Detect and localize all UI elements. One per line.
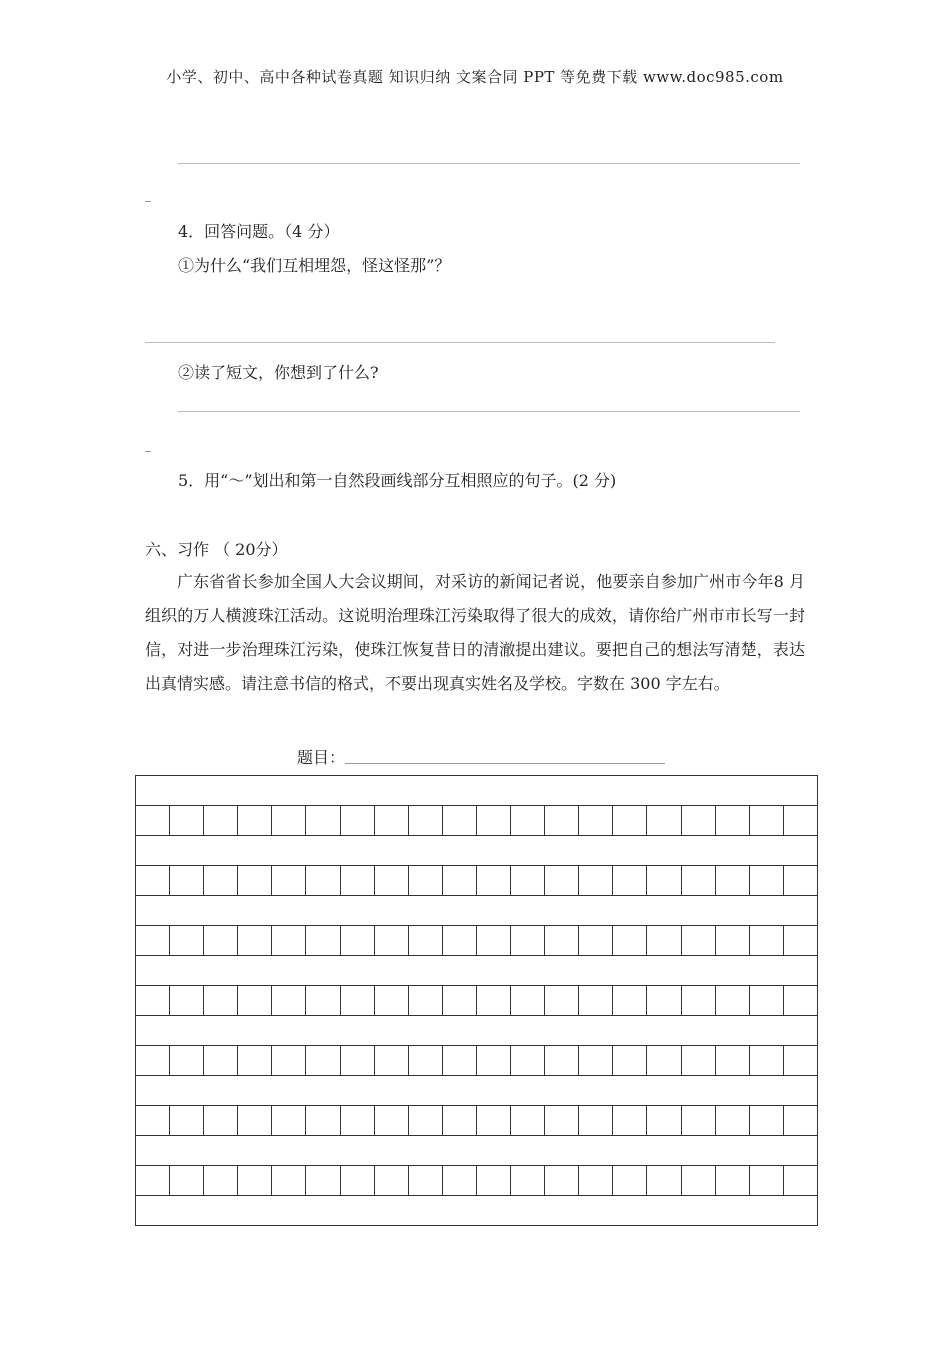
grid-char-cell[interactable] (238, 1106, 272, 1135)
grid-char-cell[interactable] (204, 806, 238, 835)
grid-char-cell[interactable] (341, 1046, 375, 1075)
grid-char-cell[interactable] (716, 1106, 750, 1135)
grid-char-cell[interactable] (306, 1046, 340, 1075)
grid-spacer-row (136, 776, 817, 806)
grid-char-cell[interactable] (375, 926, 409, 955)
grid-char-cell[interactable] (204, 1106, 238, 1135)
grid-char-cell[interactable] (784, 806, 817, 835)
grid-char-cell[interactable] (306, 866, 340, 895)
grid-char-cell[interactable] (341, 1106, 375, 1135)
grid-char-cell[interactable] (579, 806, 613, 835)
grid-spacer-row (136, 836, 817, 866)
grid-char-cell[interactable] (647, 806, 681, 835)
grid-char-cell[interactable] (443, 926, 477, 955)
grid-char-cell[interactable] (375, 1166, 409, 1195)
grid-char-cell[interactable] (136, 926, 170, 955)
answer-line-end (145, 451, 151, 452)
grid-char-row (136, 866, 817, 896)
grid-char-cell[interactable] (750, 1106, 784, 1135)
grid-char-cell[interactable] (409, 806, 443, 835)
grid-char-cell[interactable] (341, 806, 375, 835)
grid-char-cell[interactable] (477, 806, 511, 835)
grid-char-cell[interactable] (750, 806, 784, 835)
grid-char-cell[interactable] (579, 926, 613, 955)
grid-char-cell[interactable] (204, 866, 238, 895)
writing-grid[interactable] (135, 775, 818, 1226)
grid-char-cell[interactable] (682, 1106, 716, 1135)
grid-char-cell[interactable] (511, 866, 545, 895)
grid-char-cell[interactable] (613, 1046, 647, 1075)
grid-char-cell[interactable] (613, 866, 647, 895)
grid-char-cell[interactable] (477, 1106, 511, 1135)
site-banner: 小学、初中、高中各种试卷真题 知识归纳 文案合同 PPT 等免费下载 www.doc985.com (166, 68, 784, 86)
grid-char-cell[interactable] (272, 986, 306, 1015)
grid-char-cell[interactable] (272, 866, 306, 895)
answer-line (178, 411, 800, 412)
grid-char-cell[interactable] (579, 1046, 613, 1075)
grid-char-cell[interactable] (784, 986, 817, 1015)
grid-char-cell[interactable] (613, 806, 647, 835)
answer-line (145, 342, 775, 343)
grid-char-cell[interactable] (375, 986, 409, 1015)
grid-char-cell[interactable] (238, 806, 272, 835)
grid-char-cell[interactable] (682, 1046, 716, 1075)
grid-char-cell[interactable] (716, 986, 750, 1015)
question-5-title: 5．用“～”划出和第一自然段画线部分互相照应的句子。(2 分) (178, 471, 617, 490)
grid-char-cell[interactable] (682, 866, 716, 895)
grid-char-row (136, 806, 817, 836)
grid-char-cell[interactable] (238, 926, 272, 955)
grid-char-cell[interactable] (784, 926, 817, 955)
grid-char-cell[interactable] (204, 986, 238, 1015)
grid-char-cell[interactable] (170, 1166, 204, 1195)
question-4-sub-1: ①为什么“我们互相埋怨，怪这怪那”？ (178, 256, 451, 275)
composition-prompt: 广东省省长参加全国人大会议期间，对采访的新闻记者说，他要亲自参加广州市今年8 月组织的万人横渡珠江活动。这说明治理珠江污染取得了很大的成效，请你给广州市市长写一封信，对进一步治理珠江污染，使珠江恢复昔日的清澈提出建议。要把自己的想法写清楚，表达出真情实感。请注意书信的格式，不要出现真实姓名及学校。字数在 300 字左右。 (145, 572, 805, 693)
grid-char-cell[interactable] (443, 806, 477, 835)
grid-char-cell[interactable] (647, 1106, 681, 1135)
answer-line (178, 163, 800, 164)
grid-spacer-row (136, 1136, 817, 1166)
composition-section-title: 六、习作 （ 20分） (145, 540, 288, 559)
grid-char-cell[interactable] (443, 866, 477, 895)
grid-char-cell[interactable] (579, 1166, 613, 1195)
grid-char-cell[interactable] (716, 866, 750, 895)
grid-char-cell[interactable] (545, 986, 579, 1015)
grid-spacer-row (136, 956, 817, 986)
grid-char-cell[interactable] (545, 1166, 579, 1195)
grid-char-cell[interactable] (136, 1046, 170, 1075)
grid-char-cell[interactable] (409, 986, 443, 1015)
grid-char-cell[interactable] (272, 926, 306, 955)
grid-char-cell[interactable] (750, 1166, 784, 1195)
grid-char-cell[interactable] (477, 1046, 511, 1075)
grid-char-cell[interactable] (613, 1106, 647, 1135)
grid-char-cell[interactable] (272, 1106, 306, 1135)
composition-title-input[interactable] (345, 763, 665, 764)
grid-char-cell[interactable] (170, 806, 204, 835)
grid-char-cell[interactable] (170, 866, 204, 895)
grid-char-cell[interactable] (613, 986, 647, 1015)
grid-char-cell[interactable] (443, 1046, 477, 1075)
grid-char-cell[interactable] (306, 986, 340, 1015)
grid-char-cell[interactable] (375, 1106, 409, 1135)
grid-char-cell[interactable] (750, 866, 784, 895)
grid-char-cell[interactable] (511, 1106, 545, 1135)
grid-char-cell[interactable] (511, 806, 545, 835)
grid-char-cell[interactable] (409, 866, 443, 895)
grid-char-cell[interactable] (647, 986, 681, 1015)
grid-char-row (136, 1046, 817, 1076)
grid-char-cell[interactable] (545, 866, 579, 895)
grid-char-cell[interactable] (784, 1166, 817, 1195)
grid-char-cell[interactable] (647, 1166, 681, 1195)
grid-char-cell[interactable] (511, 1166, 545, 1195)
grid-char-cell[interactable] (136, 806, 170, 835)
grid-char-cell[interactable] (647, 866, 681, 895)
grid-char-cell[interactable] (647, 926, 681, 955)
grid-char-cell[interactable] (716, 806, 750, 835)
grid-char-cell[interactable] (341, 866, 375, 895)
grid-char-cell[interactable] (238, 866, 272, 895)
grid-char-cell[interactable] (375, 866, 409, 895)
grid-char-cell[interactable] (477, 866, 511, 895)
grid-char-cell[interactable] (204, 1166, 238, 1195)
grid-char-cell[interactable] (545, 926, 579, 955)
grid-char-cell[interactable] (511, 1046, 545, 1075)
grid-char-cell[interactable] (716, 926, 750, 955)
grid-char-cell[interactable] (477, 1166, 511, 1195)
grid-char-cell[interactable] (750, 926, 784, 955)
grid-char-cell[interactable] (272, 1046, 306, 1075)
grid-char-cell[interactable] (136, 1106, 170, 1135)
grid-char-cell[interactable] (682, 986, 716, 1015)
grid-char-cell[interactable] (784, 1106, 817, 1135)
grid-char-cell[interactable] (170, 1106, 204, 1135)
grid-char-cell[interactable] (136, 1166, 170, 1195)
question-4-title: 4．回答问题。（4 分） (178, 222, 340, 241)
grid-char-cell[interactable] (750, 986, 784, 1015)
grid-char-cell[interactable] (682, 806, 716, 835)
grid-char-cell[interactable] (579, 986, 613, 1015)
grid-char-cell[interactable] (579, 1106, 613, 1135)
grid-char-cell[interactable] (238, 1046, 272, 1075)
grid-char-cell[interactable] (682, 1166, 716, 1195)
grid-char-cell[interactable] (306, 926, 340, 955)
grid-char-cell[interactable] (170, 1046, 204, 1075)
grid-char-cell[interactable] (545, 806, 579, 835)
composition-title-label: 题目： (297, 748, 346, 767)
grid-spacer-row (136, 896, 817, 926)
grid-char-cell[interactable] (477, 926, 511, 955)
grid-char-cell[interactable] (443, 1106, 477, 1135)
grid-char-cell[interactable] (409, 1166, 443, 1195)
grid-char-cell[interactable] (545, 1046, 579, 1075)
grid-char-row (136, 1166, 817, 1196)
grid-char-cell[interactable] (443, 986, 477, 1015)
grid-char-cell[interactable] (443, 1166, 477, 1195)
grid-char-cell[interactable] (272, 1166, 306, 1195)
grid-char-cell[interactable] (409, 1106, 443, 1135)
grid-char-cell[interactable] (204, 926, 238, 955)
grid-char-cell[interactable] (647, 1046, 681, 1075)
grid-char-cell[interactable] (136, 986, 170, 1015)
grid-spacer-row (136, 1016, 817, 1046)
grid-char-cell[interactable] (716, 1046, 750, 1075)
grid-char-cell[interactable] (375, 806, 409, 835)
grid-char-row (136, 926, 817, 956)
grid-spacer-row (136, 1196, 817, 1226)
grid-char-cell[interactable] (784, 866, 817, 895)
grid-char-cell[interactable] (545, 1106, 579, 1135)
grid-char-row (136, 1106, 817, 1136)
grid-char-cell[interactable] (341, 1166, 375, 1195)
grid-char-cell[interactable] (613, 926, 647, 955)
grid-char-cell[interactable] (306, 806, 340, 835)
grid-char-cell[interactable] (511, 986, 545, 1015)
grid-spacer-row (136, 1076, 817, 1106)
grid-char-row (136, 986, 817, 1016)
grid-char-cell[interactable] (272, 806, 306, 835)
grid-char-cell[interactable] (682, 926, 716, 955)
grid-char-cell[interactable] (375, 1046, 409, 1075)
grid-char-cell[interactable] (409, 926, 443, 955)
grid-char-cell[interactable] (341, 926, 375, 955)
grid-char-cell[interactable] (716, 1166, 750, 1195)
grid-char-cell[interactable] (784, 1046, 817, 1075)
grid-char-cell[interactable] (170, 986, 204, 1015)
grid-char-cell[interactable] (613, 1166, 647, 1195)
grid-char-cell[interactable] (204, 1046, 238, 1075)
grid-char-cell[interactable] (511, 926, 545, 955)
answer-line-end (145, 201, 151, 202)
grid-char-cell[interactable] (579, 866, 613, 895)
grid-char-cell[interactable] (341, 986, 375, 1015)
grid-char-cell[interactable] (170, 926, 204, 955)
grid-char-cell[interactable] (136, 866, 170, 895)
question-4-sub-2: ②读了短文，你想到了什么? (178, 363, 379, 382)
grid-char-cell[interactable] (477, 986, 511, 1015)
grid-char-cell[interactable] (409, 1046, 443, 1075)
grid-char-cell[interactable] (306, 1106, 340, 1135)
grid-char-cell[interactable] (306, 1166, 340, 1195)
grid-char-cell[interactable] (238, 986, 272, 1015)
grid-char-cell[interactable] (750, 1046, 784, 1075)
grid-char-cell[interactable] (238, 1166, 272, 1195)
